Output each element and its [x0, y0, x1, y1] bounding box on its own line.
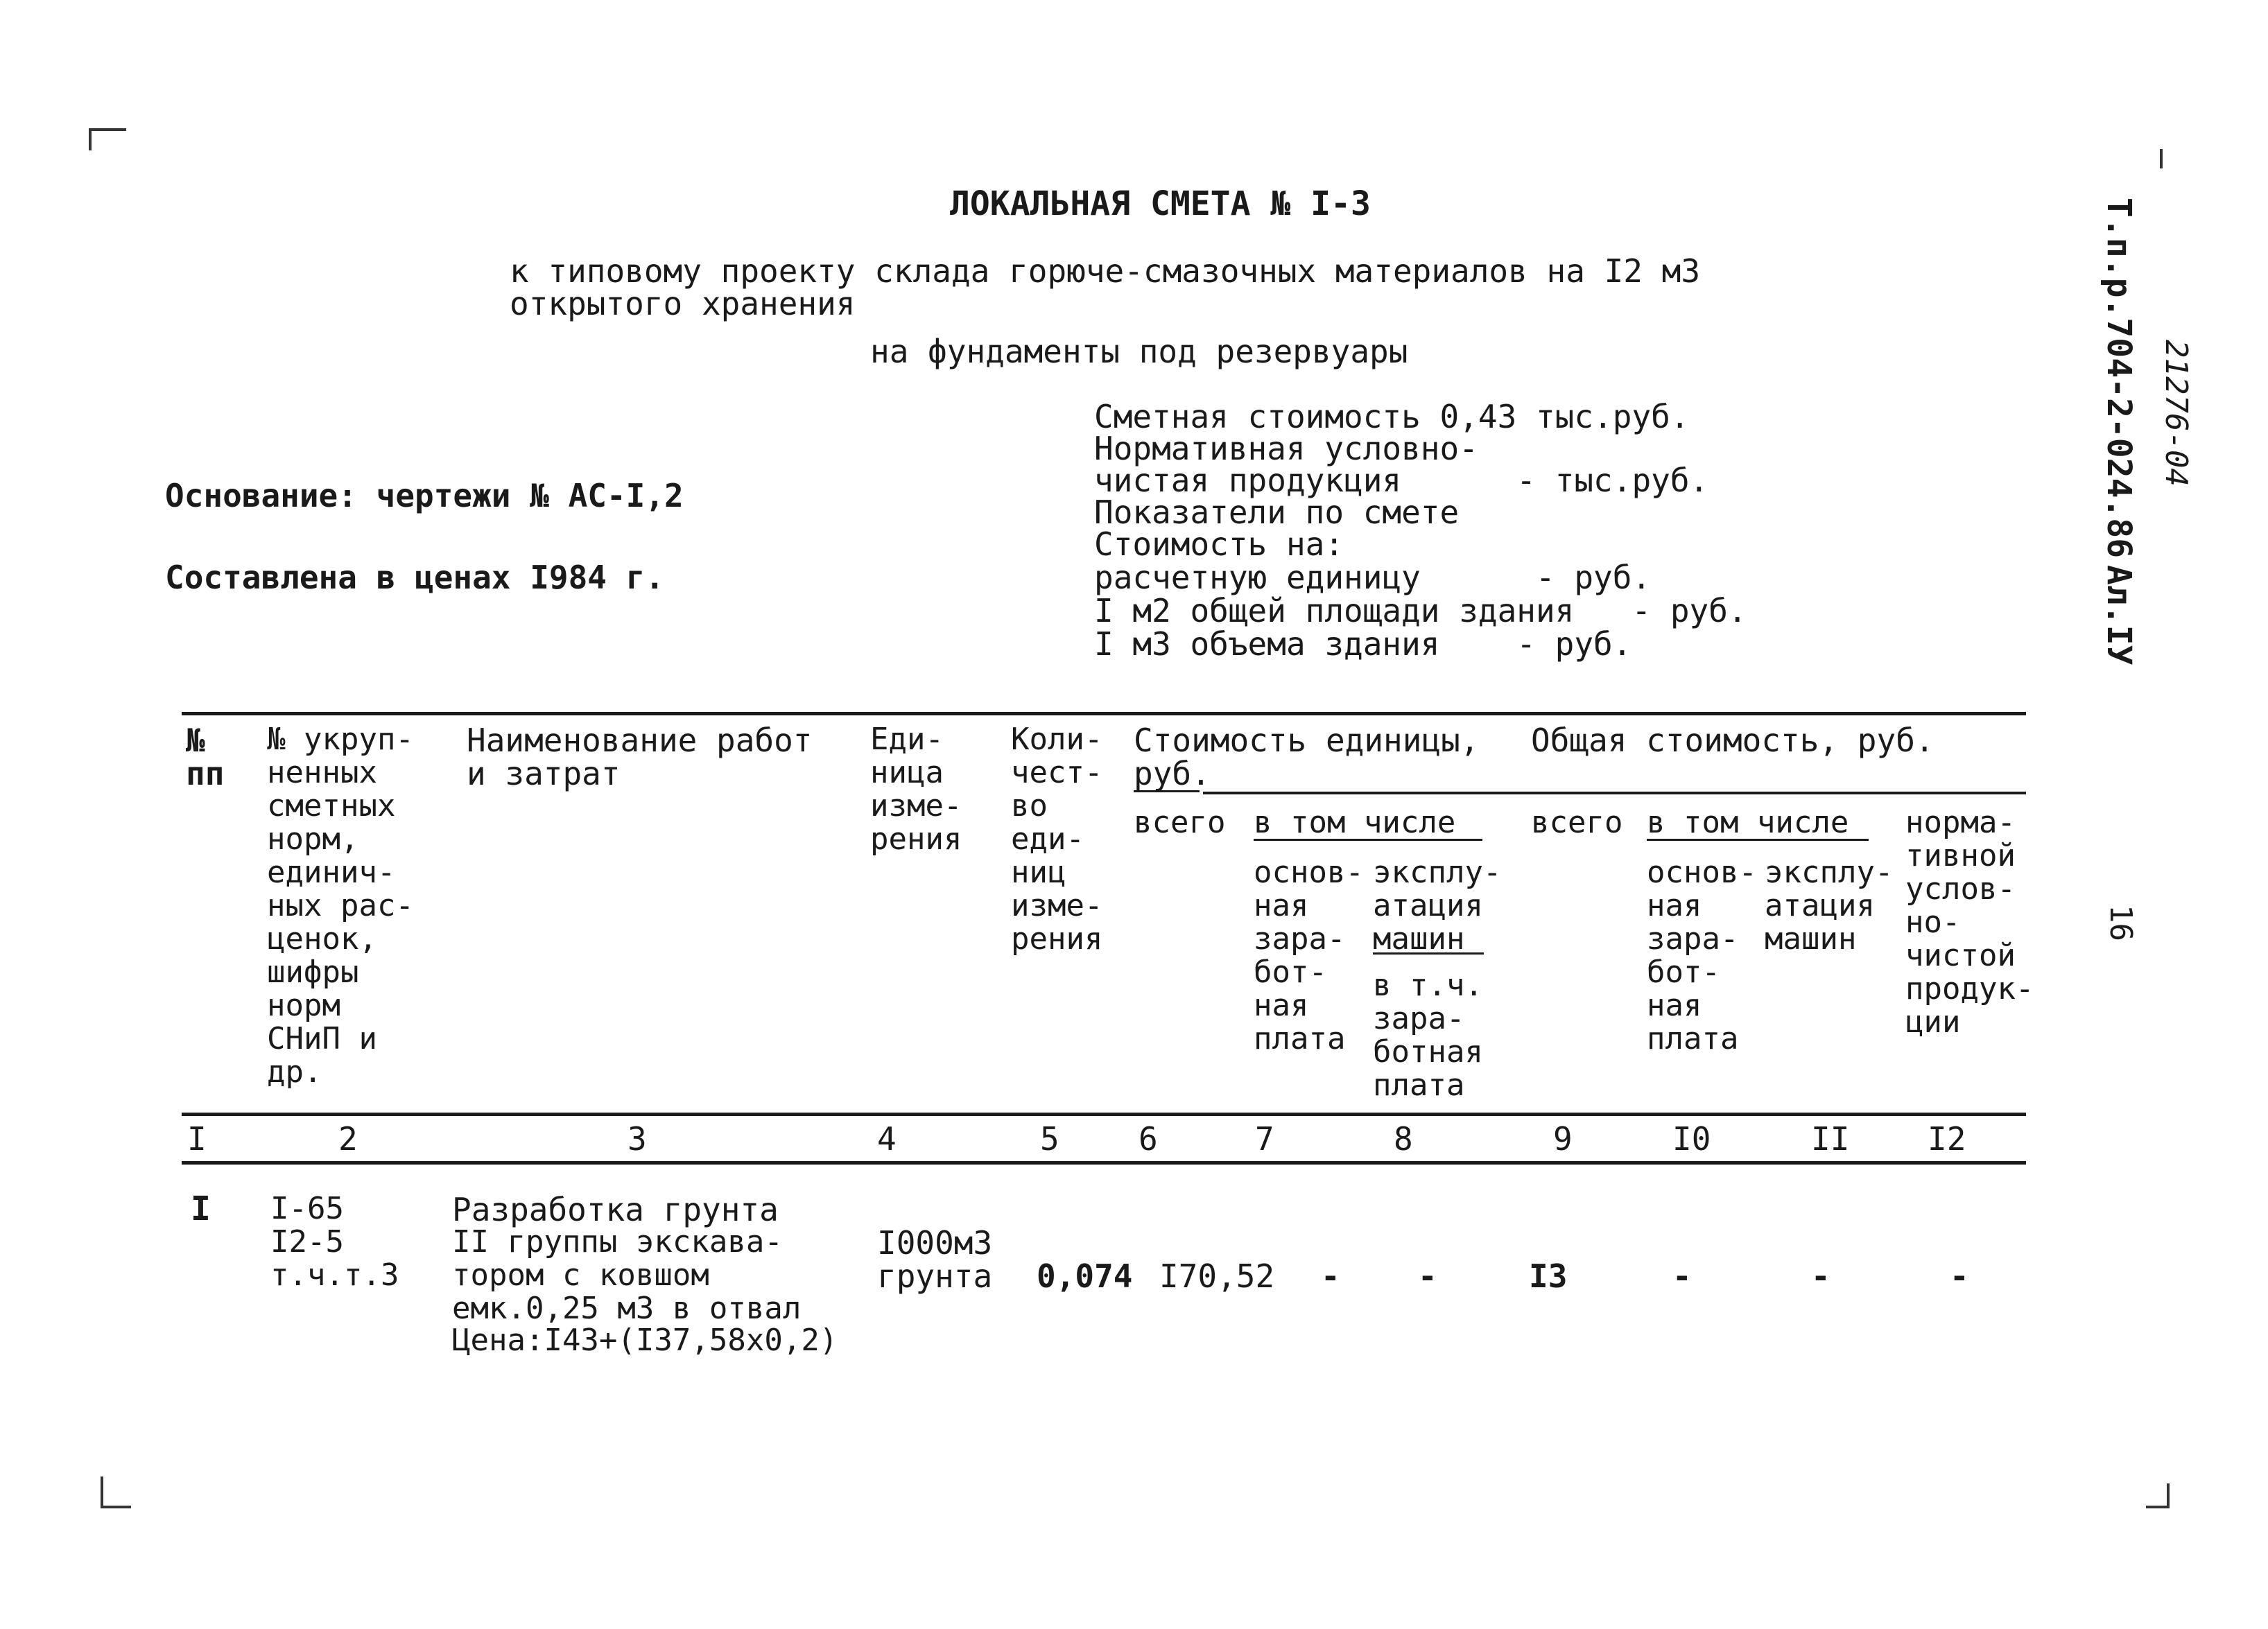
- prices-year-text: Составлена в ценах I984 г.: [165, 559, 665, 596]
- header-col-1-line-2: пп: [186, 755, 225, 792]
- header-col-8-line-2: атация: [1373, 888, 1483, 923]
- header-col-8-line-1: эксплу-: [1373, 855, 1502, 890]
- header-col-12-line-5: чистой: [1905, 938, 2016, 973]
- header-col-8-line-3: машин: [1373, 921, 1465, 957]
- row-unit-wage: -: [1321, 1257, 1340, 1295]
- header-col-2-line-4: норм,: [267, 821, 359, 857]
- col-number-10: I0: [1672, 1120, 1711, 1158]
- header-col-5-line-4: еди-: [1011, 821, 1084, 857]
- side-album: Ал.IУ: [2100, 565, 2138, 665]
- header-col-3-line-1: Наименование работ: [467, 722, 813, 759]
- row-unit-machine: -: [1418, 1257, 1437, 1295]
- header-unit-vsego: всего: [1134, 805, 1226, 840]
- header-col-2-line-1: № укруп-: [267, 722, 414, 757]
- header-col-3-line-2: и затрат: [467, 755, 621, 792]
- row-code-line-2: I2-5: [270, 1224, 344, 1260]
- row-name-line-3: тором с ковшом: [452, 1257, 709, 1293]
- summary-per-m3: I м3 объема здания - руб.: [1094, 625, 1632, 663]
- header-col-10-line-5: ная: [1647, 988, 1702, 1023]
- header-split-line: [1203, 792, 2026, 794]
- header-col-4-line-2: ница: [870, 755, 944, 790]
- header-col-2-line-5: единич-: [267, 855, 396, 890]
- col-number-6: 6: [1139, 1120, 1158, 1158]
- col-number-1: I: [187, 1120, 207, 1158]
- row-unit-total: I70,52: [1159, 1257, 1275, 1295]
- summary-per-m2: I м2 общей площади здания - руб.: [1094, 592, 1747, 629]
- header-unit-cost: Стоимость единицы,: [1134, 722, 1480, 759]
- header-col-12-line-7: ции: [1905, 1004, 1961, 1040]
- header-col-5-line-3: во: [1011, 788, 1048, 824]
- header-col-12-line-3: услов-: [1905, 871, 2016, 907]
- header-col-12-line-2: тивной: [1905, 838, 2016, 873]
- table-top-border: [182, 712, 2026, 715]
- header-col-5-line-1: Коли-: [1011, 722, 1103, 757]
- summary-cost: Сметная стоимость 0,43 тыс.руб.: [1094, 398, 1690, 435]
- header-col-2-line-8: шифры: [267, 955, 359, 990]
- header-total-vsego: всего: [1531, 805, 1623, 840]
- header-unit-vtom: в том числе: [1254, 805, 1456, 840]
- row-code-line-3: т.ч.т.3: [270, 1257, 399, 1293]
- subtitle-line-2: открытого хранения: [510, 285, 856, 322]
- header-col-2-line-9: норм: [267, 988, 340, 1023]
- col-number-12: I2: [1928, 1120, 1966, 1158]
- row-name-line-2: II группы экскава-: [452, 1224, 783, 1260]
- header-col-8-sub-line-4: плата: [1373, 1068, 1465, 1103]
- header-col-2-line-10: СНиП и: [267, 1021, 377, 1056]
- col-number-4: 4: [877, 1120, 897, 1158]
- corner-mark-bottom-right: [2146, 1483, 2170, 1508]
- header-bottom-border: [182, 1113, 2026, 1116]
- header-col-7-line-2: ная: [1254, 888, 1309, 923]
- document-title: ЛОКАЛЬНАЯ СМЕТА № I-3: [950, 184, 1371, 223]
- header-col-2-line-6: ных рас-: [267, 888, 414, 923]
- header-col-8-sub-line-1: в т.ч.: [1373, 968, 1483, 1003]
- header-col-4-line-1: Еди-: [870, 722, 944, 757]
- row-total-net: -: [1950, 1257, 1969, 1295]
- row-unit-line-2: грунта: [877, 1257, 993, 1295]
- header-col-2-line-7: ценок,: [267, 921, 377, 957]
- row-num: I: [191, 1190, 211, 1228]
- header-col-12-line-6: продук-: [1905, 971, 2034, 1007]
- header-col-1-line-1: №: [186, 722, 205, 759]
- summary-norm-2: чистая продукция - тыс.руб.: [1094, 462, 1709, 499]
- header-col-12-line-1: норма-: [1905, 805, 2016, 840]
- header-col-8-sub-line-3: ботная: [1373, 1034, 1483, 1070]
- header-col-7-line-4: бот-: [1254, 955, 1327, 990]
- row-name-line-1: Разработка грунта: [452, 1191, 779, 1228]
- header-col-5-line-6: изме-: [1011, 888, 1103, 923]
- header-col-7-line-3: зара-: [1254, 921, 1346, 957]
- row-total: I3: [1529, 1257, 1568, 1295]
- col-numbers-bottom-border: [182, 1161, 2026, 1165]
- side-project-code: Т.п.р.704-2-024.86: [2100, 198, 2138, 559]
- header-col-5-line-2: чест-: [1011, 755, 1103, 790]
- side-page-number: 16: [2103, 905, 2138, 941]
- header-unit-cost-rub: руб.: [1134, 755, 1211, 792]
- col-number-3: 3: [627, 1120, 647, 1158]
- header-total-cost: Общая стоимость, руб.: [1531, 722, 1934, 759]
- header-col-10-line-6: плата: [1647, 1021, 1739, 1056]
- header-col-7-line-5: ная: [1254, 988, 1309, 1023]
- header-col-7-line-1: основ-: [1254, 855, 1364, 890]
- row-total-machine: -: [1811, 1257, 1830, 1295]
- header-col-11-line-1: эксплу-: [1765, 855, 1894, 890]
- header-col-4-line-4: рения: [870, 821, 962, 857]
- col-number-7: 7: [1255, 1120, 1274, 1158]
- header-col-5-line-7: рения: [1011, 921, 1103, 957]
- col-number-11: II: [1811, 1120, 1850, 1158]
- row-name-line-4: емк.0,25 м3 в отвал: [452, 1291, 802, 1326]
- header-total-vtom: в том числе: [1647, 805, 1849, 840]
- subtitle-line-3: на фундаменты под резервуары: [870, 333, 1408, 370]
- header-col-4-line-3: изме-: [870, 788, 962, 824]
- row-name-line-5: Цена:I43+(I37,58х0,2): [452, 1323, 838, 1358]
- corner-mark-top-left: [89, 128, 126, 150]
- corner-mark-bottom-left: [101, 1476, 131, 1508]
- header-col-10-line-4: бот-: [1647, 955, 1720, 990]
- header-col-2-line-2: ненных: [267, 755, 377, 790]
- row-qty: 0,074: [1037, 1257, 1133, 1295]
- side-handwritten-number: 21276-04: [2158, 340, 2194, 487]
- header-col-2-line-3: сметных: [267, 788, 396, 824]
- header-col-11-line-3: машин: [1765, 921, 1857, 957]
- header-col-10-line-2: ная: [1647, 888, 1702, 923]
- corner-mark-top-right: [2153, 149, 2163, 168]
- header-col-10-line-3: зара-: [1647, 921, 1739, 957]
- summary-indicators: Показатели по смете: [1094, 494, 1460, 531]
- row-unit-line-1: I000м3: [877, 1224, 993, 1262]
- header-col-5-line-5: ниц: [1011, 855, 1066, 890]
- header-col-7-line-6: плата: [1254, 1021, 1346, 1056]
- basis-text: Основание: чертежи № АС-I,2: [165, 477, 684, 514]
- header-col-11-line-2: атация: [1765, 888, 1875, 923]
- row-code-line-1: I-65: [270, 1191, 344, 1226]
- summary-per-unit: расчетную единицу - руб.: [1094, 559, 1652, 596]
- summary-cost-on: Стоимость на:: [1094, 525, 1344, 563]
- col-number-2: 2: [338, 1120, 358, 1158]
- col-number-8: 8: [1394, 1120, 1413, 1158]
- summary-norm-1: Нормативная условно-: [1094, 430, 1478, 467]
- row-total-wage: -: [1672, 1257, 1692, 1295]
- header-col-10-line-1: основ-: [1647, 855, 1757, 890]
- header-col-8-sub-line-2: зара-: [1373, 1001, 1465, 1036]
- col-number-5: 5: [1040, 1120, 1059, 1158]
- header-col-2-line-11: др.: [267, 1054, 322, 1090]
- header-col-12-line-4: но-: [1905, 905, 1961, 940]
- col-number-9: 9: [1553, 1120, 1573, 1158]
- subtitle-line-1: к типовому проекту склада горюче-смазочных материалов на I2 м3: [510, 252, 1701, 290]
